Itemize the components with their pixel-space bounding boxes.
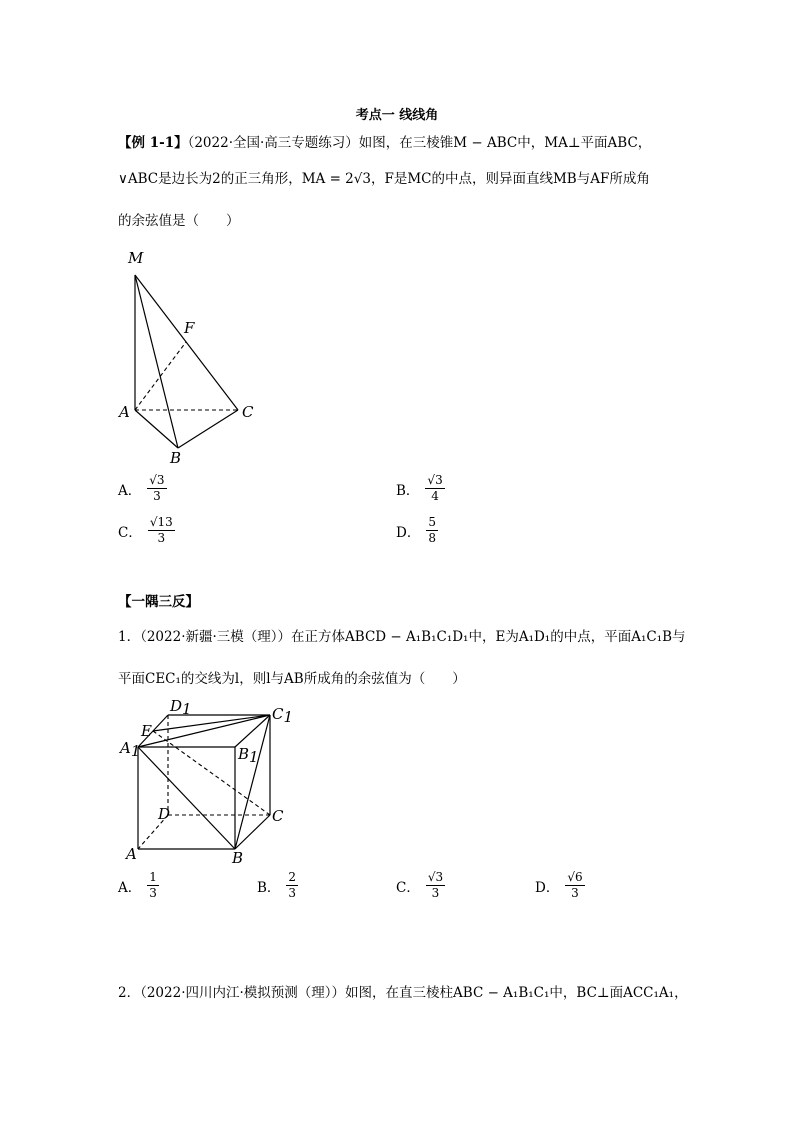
edge-af-hidden <box>135 342 186 410</box>
label-a1: A1 <box>120 739 141 760</box>
fraction: $\frac{√6}{3}$ <box>567 870 583 900</box>
pyramid-figure <box>112 245 272 465</box>
practice-heading: 【一隅三反】 <box>118 594 199 610</box>
q1-option-b[interactable]: B． $\frac{2}{3}$ <box>257 870 297 900</box>
label-b1: B1 <box>238 745 259 766</box>
label-e: E <box>141 722 152 740</box>
fraction: $\frac{2}{3}$ <box>288 870 297 900</box>
q1-line-2: 平面CEC₁的交线为l，则l与AB所成角的余弦值为（ ） <box>118 671 466 687</box>
edge-mb <box>135 275 178 448</box>
label-b: B <box>232 849 244 867</box>
label-a: A <box>119 403 130 421</box>
edge-mc <box>135 275 238 410</box>
label-d1: D1 <box>170 697 192 718</box>
fraction: $\frac{√3}{4}$ <box>427 473 443 503</box>
example-source: （2022·全国·高三专题练习） <box>187 135 359 151</box>
label-b: B <box>170 449 182 465</box>
fraction: $\frac{1}{3}$ <box>149 870 157 900</box>
edge-ab <box>135 410 178 448</box>
example-line-3: 的余弦值是（ ） <box>118 213 240 229</box>
example-line-1 <box>118 133 651 153</box>
example-option-d[interactable]: D． $\frac{5}{8}$ <box>396 515 436 545</box>
example-tag: 【例 1-1】 <box>118 135 188 151</box>
label-c: C <box>272 807 284 825</box>
label-m: M <box>128 249 144 267</box>
fraction: $\frac{√3}{3}$ <box>427 870 444 900</box>
label-c: C <box>242 403 254 421</box>
label-d: D <box>158 805 171 823</box>
example-option-b[interactable]: B． $\frac{√3}{4}$ <box>396 473 443 503</box>
q2-line-1: 2．（2022·四川内江·模拟预测（理））如图，在直三棱柱ABC − A₁B₁C₁中，BC⊥面ACC₁A₁， <box>118 985 688 1001</box>
label-a: A <box>126 845 137 863</box>
label-f: F <box>184 319 195 337</box>
q1-option-c[interactable]: C． $\frac{√3}{3}$ <box>396 870 444 900</box>
section-title: 考点一 线线角 <box>355 108 439 123</box>
fraction: $\frac{5}{8}$ <box>428 515 436 545</box>
example-text-1: 如图，在三棱锥M − ABC中，MA⊥平面ABC， <box>358 135 652 151</box>
q1-option-a[interactable]: A． $\frac{1}{3}$ <box>118 870 157 900</box>
edge-bc <box>178 410 238 448</box>
label-c1: C1 <box>272 705 294 726</box>
q1-option-d[interactable]: D． $\frac{√6}{3}$ <box>535 870 583 900</box>
example-line-2: ∨ABC是边长为2的正三角形，MA = 2√3，F是MC的中点，则异面直线MB与AF所成角 <box>118 171 650 187</box>
cube-figure <box>112 697 302 872</box>
q1-line-1: 1．（2022·新疆·三模（理））在正方体ABCD − A₁B₁C₁D₁中，E为A₁D₁的中点，平面A₁C₁B与 <box>118 629 686 645</box>
fraction: $\frac{√13}{3}$ <box>149 515 173 545</box>
fraction: $\frac{√3}{3}$ <box>149 473 165 503</box>
example-option-c[interactable]: C． $\frac{√13}{3}$ <box>118 515 173 545</box>
example-option-a[interactable]: A． $\frac{√3}{3}$ <box>118 473 165 503</box>
